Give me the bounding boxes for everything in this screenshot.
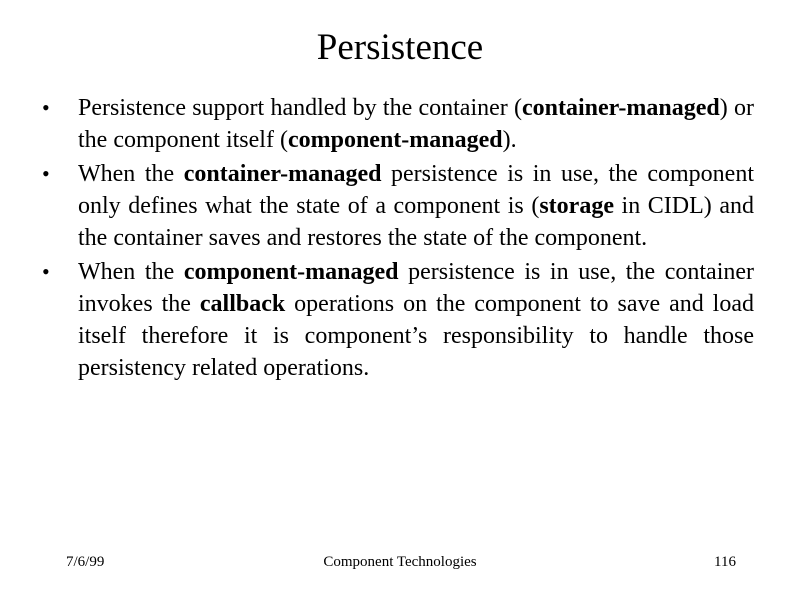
bullet-text-segment-bold: component-managed: [183, 259, 399, 285]
bullet-text-segment: operations on the component to save and load itself therefore it is component’s responsibility to handle those persistency related operations.: [78, 291, 754, 381]
bullet-text-segment: in CIDL) and the container saves and restores the state of the component.: [78, 193, 754, 251]
bullet-text-segment: Persistence support handled by the container (: [78, 95, 522, 121]
bullet-dot: •: [42, 161, 50, 186]
bullet-dot: •: [42, 259, 50, 284]
bullet-text: [78, 259, 754, 381]
bullet-dot: •: [42, 95, 50, 120]
bullet-text-segment-bold: container-managed: [183, 161, 382, 187]
bullet-text-segment-bold: storage: [539, 193, 614, 219]
footer-title: Component Technologies: [323, 554, 477, 570]
bullet-item: [42, 256, 754, 384]
bullet-text-segment-bold: container-managed: [522, 95, 720, 121]
bullet-text-segment: ) or the component itself (: [78, 95, 754, 153]
footer-date: 7/6/99: [66, 554, 105, 570]
footer-page-number: 116: [714, 554, 736, 570]
bullet-text-segment: When the: [78, 161, 184, 187]
bullet-list: [42, 92, 754, 386]
bullet-text: [78, 161, 754, 251]
bullet-text-segment: When the: [78, 259, 184, 285]
bullet-text-segment-bold: callback: [199, 291, 286, 317]
bullet-text-segment: persistence is in use, the container invokes the: [78, 259, 754, 317]
slide-title: Persistence: [316, 27, 484, 68]
bullet-text-segment: ).: [502, 127, 517, 153]
bullet-item: [42, 92, 754, 156]
bullet-item: [42, 158, 754, 254]
bullet-text: [78, 95, 754, 153]
bullet-text-segment-bold: component-managed: [287, 127, 503, 153]
bullet-text-segment: persistence is in use, the component only defines what the state of a component is (: [78, 161, 754, 219]
